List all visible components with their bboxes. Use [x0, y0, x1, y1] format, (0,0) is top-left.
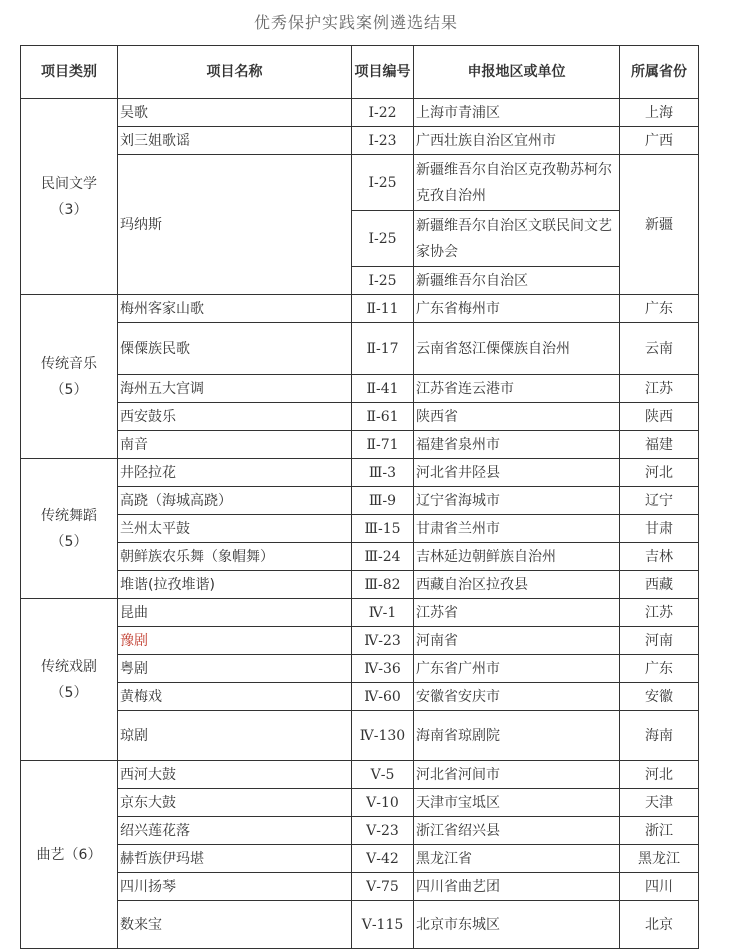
- project-region: 甘肃省兰州市: [414, 515, 620, 543]
- project-name: 高跷（海城高跷）: [118, 487, 352, 515]
- project-number: Ⅳ-23: [352, 627, 414, 655]
- table-row: [21, 627, 699, 655]
- results-table: [20, 45, 699, 949]
- project-province: 海南: [620, 711, 699, 761]
- project-province: 广东: [620, 295, 699, 323]
- table-row: [21, 571, 699, 599]
- header-province: 所属省份: [620, 46, 699, 99]
- table-row: [21, 515, 699, 543]
- project-region: 吉林延边朝鲜族自治州: [414, 543, 620, 571]
- project-province: 广西: [620, 127, 699, 155]
- project-number: Ⅴ-115: [352, 901, 414, 949]
- project-name: 绍兴莲花落: [118, 817, 352, 845]
- project-region: 福建省泉州市: [414, 431, 620, 459]
- project-region: 黑龙江省: [414, 845, 620, 873]
- table-row: [21, 599, 699, 627]
- category-name: 民间文学: [41, 175, 97, 192]
- table-row: [21, 323, 699, 375]
- table-row: [21, 295, 699, 323]
- table-row: [21, 817, 699, 845]
- project-province: 天津: [620, 789, 699, 817]
- category-name: 曲艺（6）: [36, 846, 102, 863]
- project-number: Ⅴ-5: [352, 761, 414, 789]
- project-number: Ⅳ-36: [352, 655, 414, 683]
- project-name: 刘三姐歌谣: [118, 127, 352, 155]
- project-name: 西安鼓乐: [118, 403, 352, 431]
- project-province: 河北: [620, 761, 699, 789]
- project-province: 浙江: [620, 817, 699, 845]
- table-row: [21, 761, 699, 789]
- project-number: Ⅱ-41: [352, 375, 414, 403]
- project-number: Ⅳ-130: [352, 711, 414, 761]
- project-number: Ⅱ-71: [352, 431, 414, 459]
- project-number: Ⅴ-23: [352, 817, 414, 845]
- project-name: 四川扬琴: [118, 873, 352, 901]
- project-province: 安徽: [620, 683, 699, 711]
- table-row: [21, 155, 699, 211]
- project-number: Ⅲ-82: [352, 571, 414, 599]
- project-region: 广西壮族自治区宜州市: [414, 127, 620, 155]
- project-province: 甘肃: [620, 515, 699, 543]
- project-region: 西藏自治区拉孜县: [414, 571, 620, 599]
- header-category: 项目类别: [21, 46, 118, 99]
- project-province: 陕西: [620, 403, 699, 431]
- project-name: 朝鲜族农乐舞（象帽舞）: [118, 543, 352, 571]
- table-row: [21, 683, 699, 711]
- table-header-row: [21, 46, 699, 99]
- table-row: [21, 543, 699, 571]
- project-number: Ⅴ-42: [352, 845, 414, 873]
- table-row: [21, 487, 699, 515]
- project-region: 天津市宝坻区: [414, 789, 620, 817]
- project-name: 吴歌: [118, 99, 352, 127]
- category-count: （5）: [50, 684, 88, 701]
- project-name: 南音: [118, 431, 352, 459]
- category-count: （5）: [50, 381, 88, 398]
- project-number: Ⅰ-25: [352, 211, 414, 267]
- project-province: 黑龙江: [620, 845, 699, 873]
- project-region: 浙江省绍兴县: [414, 817, 620, 845]
- project-region: 河北省井陉县: [414, 459, 620, 487]
- table-row: [21, 99, 699, 127]
- project-province: 河北: [620, 459, 699, 487]
- project-name: 兰州太平鼓: [118, 515, 352, 543]
- project-number: Ⅲ-9: [352, 487, 414, 515]
- category-count: （3）: [50, 201, 88, 218]
- page-title: 优秀保护实践案例遴选结果: [253, 13, 458, 32]
- project-number: Ⅲ-15: [352, 515, 414, 543]
- project-name: 京东大鼓: [118, 789, 352, 817]
- table-row: [21, 655, 699, 683]
- project-region: 新疆维吾尔自治区: [414, 267, 620, 295]
- project-name: 井陉拉花: [118, 459, 352, 487]
- project-region: 广东省广州市: [414, 655, 620, 683]
- project-region: 河南省: [414, 627, 620, 655]
- project-number: Ⅰ-25: [352, 267, 414, 295]
- project-region: 安徽省安庆市: [414, 683, 620, 711]
- project-name: 黄梅戏: [118, 683, 352, 711]
- project-province: 吉林: [620, 543, 699, 571]
- project-region: 辽宁省海城市: [414, 487, 620, 515]
- project-name: 海州五大宫调: [118, 375, 352, 403]
- table-row: [21, 845, 699, 873]
- project-region: 江苏省: [414, 599, 620, 627]
- table-row: [21, 375, 699, 403]
- category-name: 传统舞蹈: [41, 507, 97, 524]
- category-count: （5）: [50, 533, 88, 550]
- header-region: 申报地区或单位: [414, 46, 620, 99]
- project-number: Ⅰ-25: [352, 155, 414, 211]
- project-name: 昆曲: [118, 599, 352, 627]
- table-row: [21, 459, 699, 487]
- project-number: Ⅰ-22: [352, 99, 414, 127]
- project-province: 西藏: [620, 571, 699, 599]
- project-number: Ⅱ-17: [352, 323, 414, 375]
- project-name: 琼剧: [118, 711, 352, 761]
- header-number: 项目编号: [352, 46, 414, 99]
- project-name: 梅州客家山歌: [118, 295, 352, 323]
- category-name: 传统戏剧: [41, 658, 97, 675]
- project-region: 上海市青浦区: [414, 99, 620, 127]
- project-number: Ⅱ-61: [352, 403, 414, 431]
- table-row: [21, 403, 699, 431]
- table-row: [21, 789, 699, 817]
- category-cell: [21, 761, 118, 949]
- project-province: 辽宁: [620, 487, 699, 515]
- project-name: 西河大鼓: [118, 761, 352, 789]
- category-cell: [21, 295, 118, 459]
- project-number: Ⅲ-3: [352, 459, 414, 487]
- table-row: [21, 711, 699, 761]
- project-province: 江苏: [620, 375, 699, 403]
- project-region: 新疆维吾尔自治区文联民间文艺家协会: [414, 211, 620, 267]
- project-region: 新疆维吾尔自治区克孜勒苏柯尔克孜自治州: [414, 155, 620, 211]
- project-province: 福建: [620, 431, 699, 459]
- project-region: 北京市东城区: [414, 901, 620, 949]
- project-province: 云南: [620, 323, 699, 375]
- project-region: 河北省河间市: [414, 761, 620, 789]
- category-cell: [21, 459, 118, 599]
- table-row: [21, 901, 699, 949]
- project-name: 赫哲族伊玛堪: [118, 845, 352, 873]
- project-region: 云南省怒江傈僳族自治州: [414, 323, 620, 375]
- project-number: Ⅲ-24: [352, 543, 414, 571]
- project-province: 上海: [620, 99, 699, 127]
- project-name: 堆谐(拉孜堆谐): [118, 571, 352, 599]
- project-name: 数来宝: [118, 901, 352, 949]
- project-number: Ⅳ-1: [352, 599, 414, 627]
- category-cell: [21, 99, 118, 295]
- project-region: 四川省曲艺团: [414, 873, 620, 901]
- project-number: Ⅴ-10: [352, 789, 414, 817]
- table-row: [21, 873, 699, 901]
- project-region: 江苏省连云港市: [414, 375, 620, 403]
- project-name-highlighted: 豫剧: [118, 627, 352, 655]
- category-name: 传统音乐: [41, 355, 97, 372]
- table-row: [21, 127, 699, 155]
- project-number: Ⅱ-11: [352, 295, 414, 323]
- header-name: 项目名称: [118, 46, 352, 99]
- project-province: 四川: [620, 873, 699, 901]
- project-province: 广东: [620, 655, 699, 683]
- project-province: 河南: [620, 627, 699, 655]
- project-province: 北京: [620, 901, 699, 949]
- project-province: 新疆: [620, 155, 699, 295]
- project-number: Ⅰ-23: [352, 127, 414, 155]
- project-region: 海南省琼剧院: [414, 711, 620, 761]
- project-region: 广东省梅州市: [414, 295, 620, 323]
- project-number: Ⅳ-60: [352, 683, 414, 711]
- category-cell: [21, 599, 118, 761]
- project-name: 玛纳斯: [118, 155, 352, 295]
- project-number: Ⅴ-75: [352, 873, 414, 901]
- project-province: 江苏: [620, 599, 699, 627]
- project-name: 傈僳族民歌: [118, 323, 352, 375]
- project-name: 粤剧: [118, 655, 352, 683]
- table-row: [21, 431, 699, 459]
- project-region: 陕西省: [414, 403, 620, 431]
